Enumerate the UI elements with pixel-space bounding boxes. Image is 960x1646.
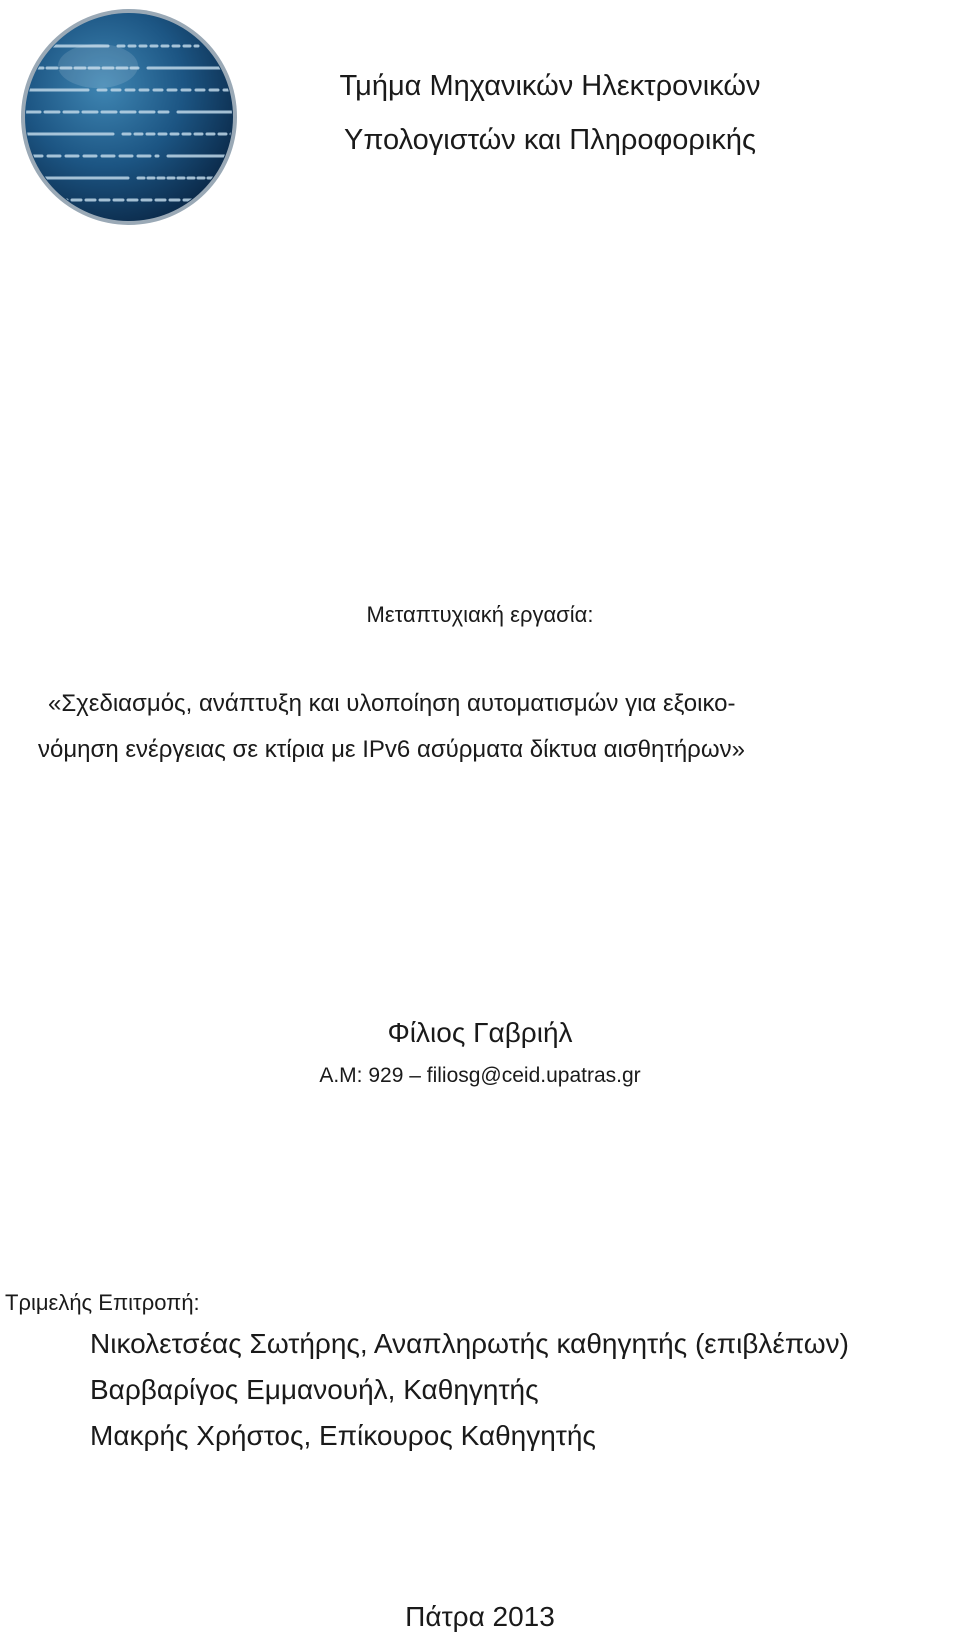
department-name-line2: Υπολογιστών και Πληροφορικής	[344, 124, 756, 156]
thesis-type-label: Μεταπτυχιακή εργασία:	[366, 602, 594, 627]
committee-member: Μακρής Χρήστος, Επίκουρος Καθηγητής	[90, 1420, 596, 1451]
committee-member: Βαρβαρίγος Εμμανουήλ, Καθηγητής	[90, 1374, 539, 1405]
thesis-title-line1: «Σχεδιασμός, ανάπτυξη και υλοποίηση αυτοματισμών για εξοικο-	[48, 690, 736, 717]
committee-label: Τριμελής Επιτροπή:	[5, 1290, 200, 1315]
author-name: Φίλιος Γαβριήλ	[387, 1017, 573, 1048]
department-name-line1: Τμήμα Μηχανικών Ηλεκτρονικών	[339, 70, 761, 102]
thesis-title-line2: νόμηση ενέργειας σε κτίρια με IPv6 ασύρματα δίκτυα αισθητήρων»	[38, 736, 745, 763]
globe-logo-icon	[18, 6, 240, 228]
place-year: Πάτρα 2013	[405, 1601, 555, 1632]
author-id-email: Α.Μ: 929 – filiosg@ceid.upatras.gr	[319, 1064, 641, 1087]
committee-member: Νικολετσέας Σωτήρης, Αναπληρωτής καθηγητής (επιβλέπων)	[90, 1328, 849, 1359]
